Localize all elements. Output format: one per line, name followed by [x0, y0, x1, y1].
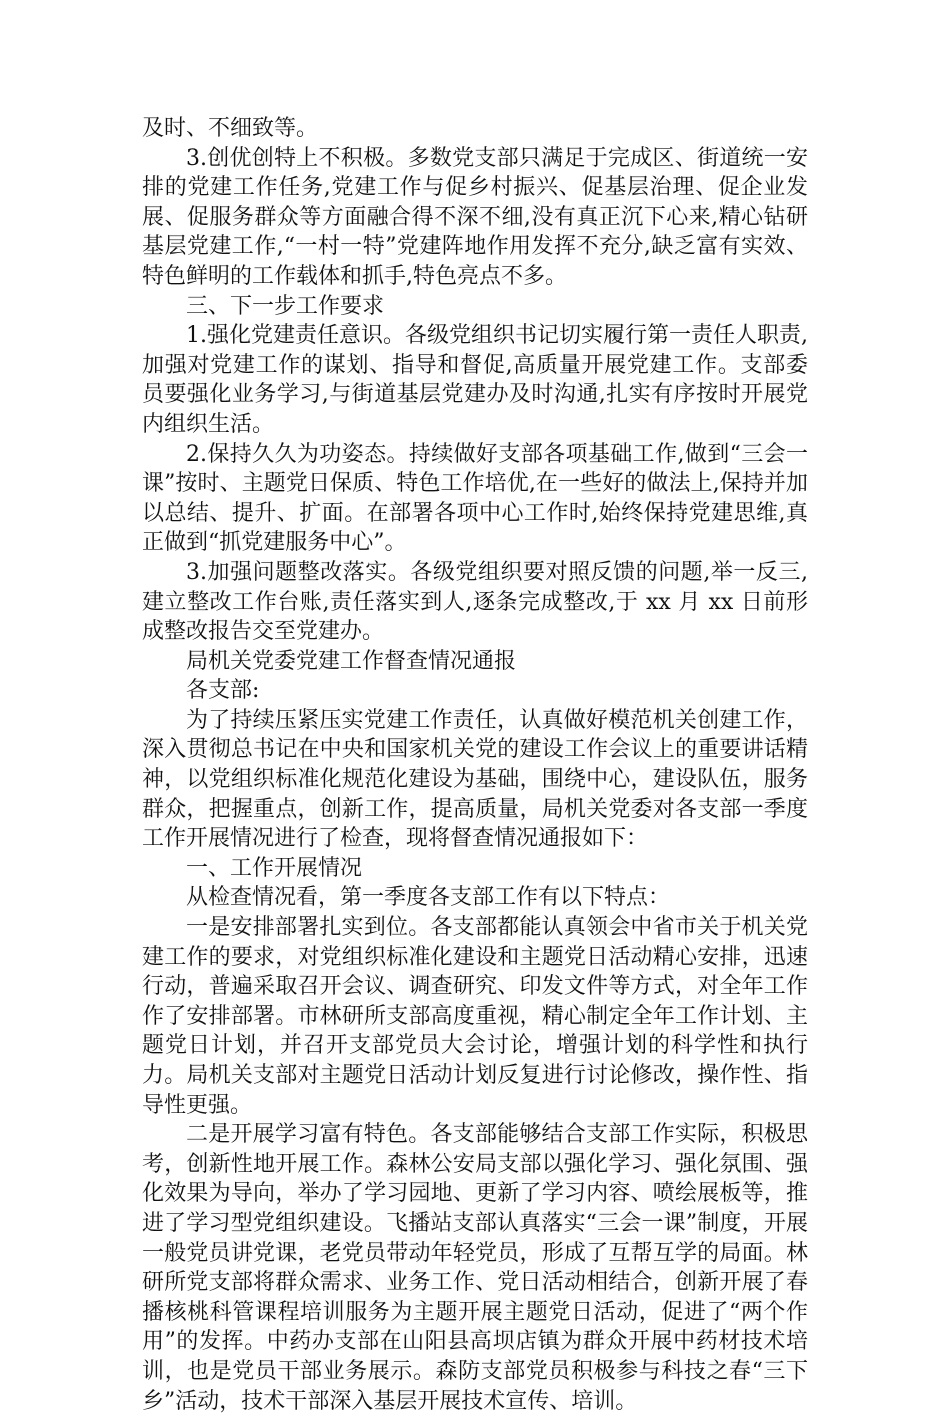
paragraph-requirement-3: 3.加强问题整改落实。各级党组织要对照反馈的问题,举一反三,建立整改工作台账,责任落实到人,逐条完成整改,于 xx 月 xx 日前形成整改报告交至党建办。 — [142, 559, 808, 645]
paragraph-feature-1: 一是安排部署扎实到位。各支部都能认真领会中省市关于机关党建工作的要求，对党组织标准化建设和主题党日活动精心安排，迅速行动，普遍采取召开会议、调查研究、印发文件等方式，对全年工作作了安排部署。市林研所支部高度重视，精心制定全年工作计划、主题党日计划，并召开支部党员大会讨论，增强计划的科学性和执行力。局机关支部对主题党日活动计划反复进行讨论修改，操作性、指导性更强。 — [142, 915, 808, 1118]
paragraph-intro: 为了持续压紧压实党建工作责任，认真做好模范机关创建工作，深入贯彻总书记在中央和国家机关党的建设工作会议上的重要讲话精神，以党组织标准化规范化建设为基础，围绕中心，建设队伍，服务群众，把握重点，创新工作，提高质量，局机关党委对各支部一季度工作开展情况进行了检查，现将督查情况通报如下： — [142, 707, 808, 852]
section-heading-next-steps: 三、下一步工作要求 — [186, 293, 385, 319]
salutation: 各支部: — [186, 678, 260, 704]
report-title: 局机关党委党建工作督查情况通报 — [186, 648, 517, 674]
paragraph-issue-3: 3.创优创特上不积极。多数党支部只满足于完成区、街道统一安排的党建工作任务,党建工作与促乡村振兴、促基层治理、促企业发展、促服务群众等方面融合得不深不细,没有真正沉下心来,精心钻研基层党建工作,“一村一特”党建阵地作用发挥不充分,缺乏富有实效、特色鲜明的工作载体和抓手,特色亮点不多。 — [142, 145, 808, 289]
paragraph-requirement-1: 1.强化党建责任意识。各级党组织书记切实履行第一责任人职责,加强对党建工作的谋划、指导和督促,高质量开展党建工作。支部委员要强化业务学习,与街道基层党建办及时沟通,扎实有序按时开展党内组织生活。 — [142, 323, 808, 437]
paragraph-overview: 从检查情况看，第一季度各支部工作有以下特点： — [186, 885, 671, 911]
paragraph-requirement-2: 2.保持久久为功姿态。持续做好支部各项基础工作,做到“三会一课”按时、主题党日保质、特色工作培优,在一些好的做法上,保持并加以总结、提升、扩面。在部署各项中心工作时,始终保持党建思维,真正做到“抓党建服务中心”。 — [142, 441, 808, 556]
section-heading-work-status: 一、工作开展情况 — [186, 855, 363, 881]
document-body — [142, 114, 808, 1416]
paragraph-continuation: 及时、不细致等。 — [142, 116, 319, 141]
paragraph-feature-2: 二是开展学习富有特色。各支部能够结合支部工作实际，积极思考，创新性地开展工作。森林公安局支部以强化学习、强化氛围、强化效果为导向，举办了学习园地、更新了学习内容、喷绘展板等，推进了学习型党组织建设。飞播站支部认真落实“三会一课”制度，开展一般党员讲党课，老党员带动年轻党员，形成了互帮互学的局面。林研所党支部将群众需求、业务工作、党日活动相结合，创新开展了春播核桃科管课程培训服务为主题开展主题党日活动，促进了“两个作用”的发挥。中药办支部在山阳县高坝店镇为群众开展中药材技术培训，也是党员干部业务展示。森防支部党员积极参与科技之春“三下乡”活动，技术干部深入基层开展技术宣传、培训。 — [142, 1122, 808, 1414]
